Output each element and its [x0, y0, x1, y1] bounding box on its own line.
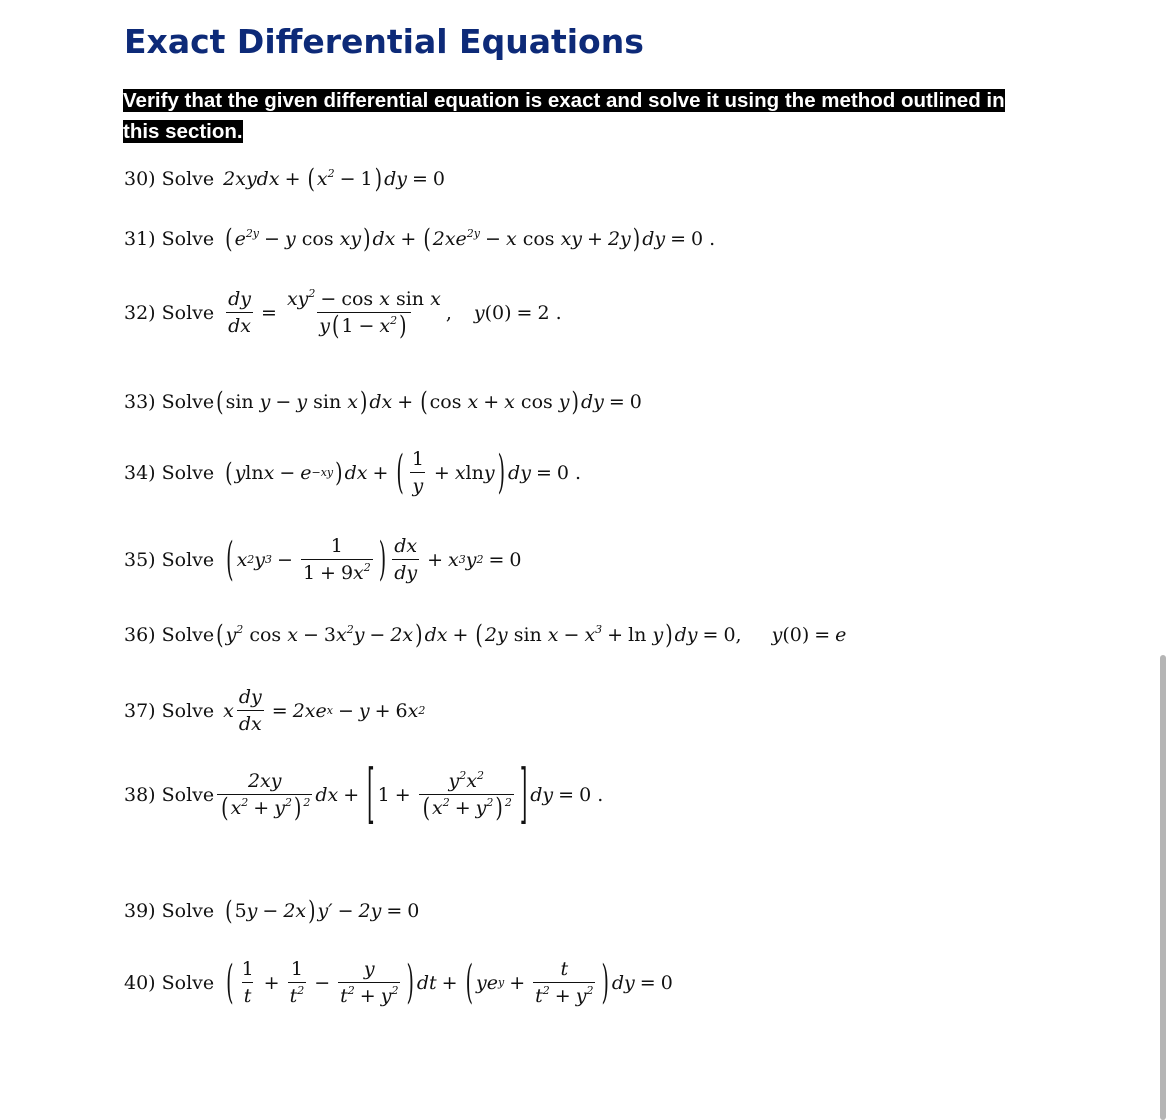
equation-37: x $\frac{dy}{dx}$ = 2xe x − y + 6 x 2 [223, 686, 426, 735]
equation-32: $\frac{dy}{dx}$ = $\frac{xy^2 - \cos x \sin x}{y ( 1 - x^2 )}$ , y (0) = 2 . [228, 286, 562, 342]
equation-30: 2xydx + ( $x^2 - 1$ ) dy = 0 [223, 163, 445, 195]
instruction-text [123, 85, 1037, 147]
problem-label: 31) Solve [124, 228, 215, 250]
equation-39: ( 5y − 2x ) y′ − 2y = 0 [225, 895, 420, 927]
equation-34: ( y ln x − e −xy ) dx + ( $\frac{1}{y}$ + x ln y ) dy = 0 . [225, 446, 582, 499]
problem-30 [124, 163, 445, 195]
problem-34 [124, 448, 581, 497]
equation-40: ( $\frac{1}{t}$ + $\frac{1}{t^2}$ − $\frac{y}{t^2 + y^2}$ ) dt + ( ye y + $\frac{t}{t^2 + y^2}$ ) dy = 0 [226, 956, 673, 1009]
problem-33 [124, 386, 642, 418]
problem-39 [124, 895, 420, 927]
problem-label: 30) Solve [124, 168, 215, 190]
problem-label: 39) Solve [124, 900, 215, 922]
problem-38 [124, 757, 604, 832]
problem-40 [124, 958, 673, 1007]
problem-label: 37) Solve [124, 699, 215, 722]
problem-36 [124, 619, 847, 651]
problem-label: 35) Solve [124, 548, 215, 571]
page-title: Exact Differential Equations [124, 22, 644, 61]
instruction-highlight: Verify that the given differential equation is exact and solve it using the method outlined in this section. [123, 89, 1005, 143]
problem-35 [124, 535, 521, 584]
problem-label: 34) Solve [124, 461, 215, 484]
problem-label: 40) Solve [124, 971, 215, 994]
problem-label: 32) Solve [124, 301, 215, 324]
problem-label: 38) Solve [124, 783, 215, 806]
equation-33: ( sin y − y sin x ) dx + ( cos x + x cos y ) dy = 0 [216, 386, 642, 418]
problem-label: 33) Solve [124, 391, 215, 413]
problem-label: 36) Solve [124, 624, 215, 646]
equation-38: $\frac{2xy}{( x^2 + y^2 ) ^2}$ dx + [ 1 + $\frac{y^2x^2}{( x^2 + y^2 ) ^2}$ ] dy = 0 . [214, 770, 603, 819]
equation-36: ( $y^2$ $\cos x - 3x^2y - 2x$ ) dx + ( 2y $\sin x - x^3 + \ln y$ ) dy = 0, y(0) = e [216, 619, 847, 651]
problem-31 [124, 223, 716, 255]
equation-35: ( x 2 y 3 − $\frac{1}{1 + 9x^2}$ ) $\frac{dx}{dy}$ + x 3 y 2 = 0 [226, 533, 522, 586]
vertical-scrollbar[interactable] [1160, 655, 1166, 1120]
equation-31: ( $e^{2y} - y$ cos xy ) dx + ( $2xe^{2y} - x$ cos xy + 2y ) dy = 0 . [225, 223, 716, 255]
problem-32 [124, 286, 562, 342]
problem-37 [124, 686, 425, 735]
